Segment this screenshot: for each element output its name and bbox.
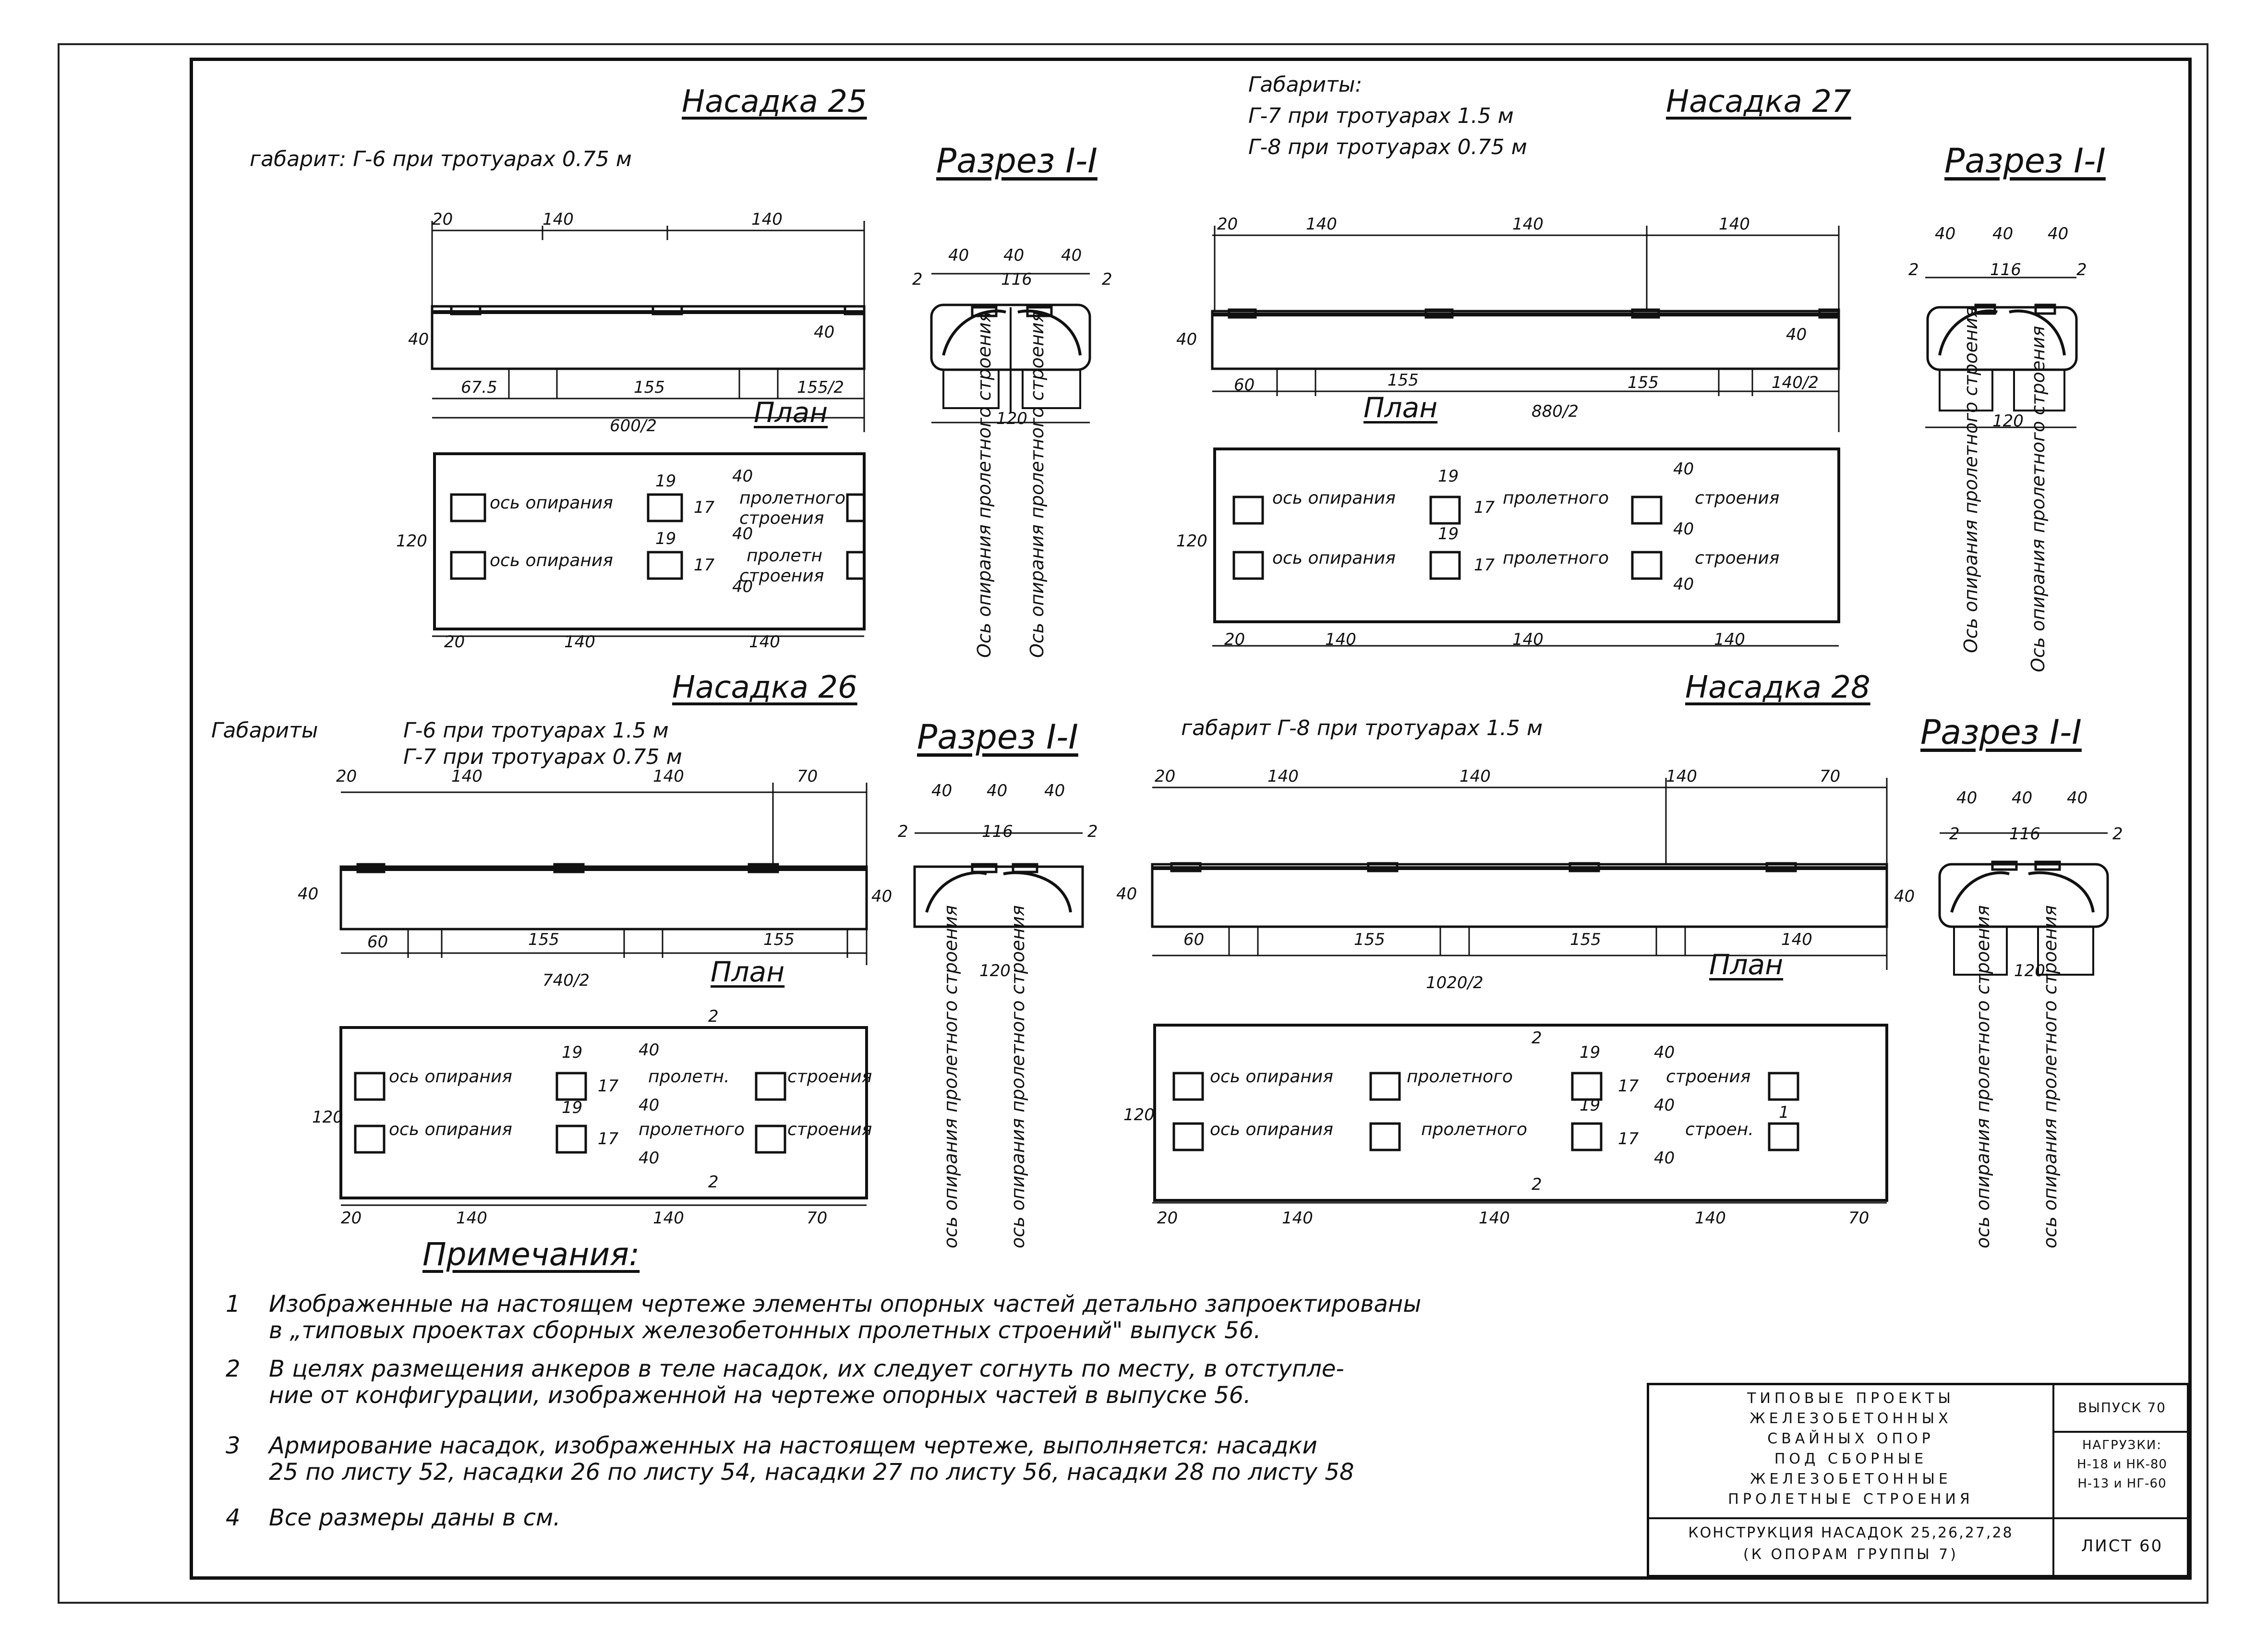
cap25-dim-bottom-3: 155/2 bbox=[797, 378, 844, 397]
cap25-plan-small-1: 19 bbox=[655, 472, 676, 491]
cap27-dim-top-3: 140 bbox=[1512, 215, 1544, 234]
section-c-edge-l: 2 bbox=[898, 822, 908, 841]
section-d-dim-1: 40 bbox=[1956, 788, 1978, 808]
cap27-row2-span: пролетного bbox=[1503, 548, 1609, 568]
stamp-line-6: ПРОЛЕТНЫЕ СТРОЕНИЯ bbox=[1728, 1491, 1974, 1508]
section-d-dim-3: 40 bbox=[2067, 788, 2088, 808]
title-block-divider-h bbox=[1649, 1517, 2189, 1519]
stamp-line-4: ПОД СБОРНЫЕ bbox=[1774, 1451, 1928, 1467]
cap27-gabarit-1: Г-7 при тротуарах 1.5 м bbox=[1248, 104, 1514, 128]
title-block bbox=[1647, 1383, 2189, 1577]
section-a-dim-2: 40 bbox=[1003, 246, 1025, 265]
cap26-height: 40 bbox=[298, 884, 319, 904]
cap26-plan-label: План bbox=[711, 956, 785, 988]
cap25-height-right: 40 bbox=[814, 323, 835, 342]
section-d-mid: 116 bbox=[2009, 824, 2040, 844]
cap27-plan-small-6: 40 bbox=[1673, 520, 1694, 539]
cap27-plan-width: 120 bbox=[1176, 532, 1207, 551]
cap28-plan-small-4: 17 bbox=[1618, 1129, 1639, 1149]
cap28-title: Насадка 28 bbox=[1685, 670, 1870, 705]
note-1-line-1: Изображенные на настоящем чертеже элементы опорных частей детально запроектированы bbox=[269, 1291, 1422, 1318]
cap27-total: 880/2 bbox=[1532, 402, 1579, 421]
stamp-loads-1: Н-18 и НК-80 bbox=[2077, 1457, 2167, 1472]
section-d-axis-2: ось опирания пролетного строения bbox=[2039, 905, 2061, 1248]
section-b-axis-2: Ось опирания пролетного строения bbox=[2027, 326, 2049, 672]
section-b-dim-1: 40 bbox=[1935, 224, 1956, 243]
note-2-number: 2 bbox=[226, 1355, 241, 1382]
cap26-dim-top-4: 70 bbox=[797, 767, 818, 786]
section-c-bottom: 120 bbox=[979, 961, 1011, 980]
cap28-row2-struct: строен. bbox=[1685, 1120, 1754, 1139]
cap28-plan-dim-1: 20 bbox=[1157, 1209, 1178, 1228]
cap25-plan-width: 120 bbox=[396, 532, 427, 551]
note-1-number: 1 bbox=[226, 1291, 241, 1318]
cap27-dim-bottom-2: 155 bbox=[1387, 371, 1419, 390]
cap27-height-right: 40 bbox=[1786, 325, 1807, 344]
cap26-row2-span: пролетного bbox=[639, 1120, 745, 1139]
cap28-dim-top-3: 140 bbox=[1460, 767, 1491, 786]
cap28-row1-span: пролетного bbox=[1407, 1067, 1513, 1087]
section-a-axis-1: Ось опирания пролетного строения bbox=[974, 311, 995, 658]
cap28-plan-small-1: 19 bbox=[1580, 1043, 1601, 1062]
cap25-plan-small-2: 19 bbox=[655, 529, 676, 548]
cap27-row2-axis: ось опирания bbox=[1272, 548, 1396, 568]
cap28-plan-small-6: 40 bbox=[1654, 1096, 1675, 1115]
cap25-plan-small-6: 40 bbox=[732, 524, 753, 544]
section-b bbox=[1925, 278, 2076, 431]
cap27-row1-struct: строения bbox=[1695, 488, 1780, 508]
cap26-dim-top-3: 140 bbox=[653, 767, 684, 786]
cap28-height-right: 40 bbox=[1894, 887, 1915, 906]
cap26-dim-top-2: 140 bbox=[451, 767, 483, 786]
cap26-title: Насадка 26 bbox=[672, 670, 857, 705]
cap26-plan-small-7: 40 bbox=[639, 1149, 660, 1168]
section-a-axis-2: Ось опирания пролетного строения bbox=[1026, 311, 1048, 658]
section-d-edge-l: 2 bbox=[1949, 824, 1960, 844]
stamp-line-5: ЖЕЛЕЗОБЕТОННЫЕ bbox=[1750, 1471, 1952, 1488]
cap26-plan-width: 120 bbox=[312, 1108, 343, 1127]
stamp-line-1: ТИПОВЫЕ ПРОЕКТЫ bbox=[1747, 1390, 1954, 1407]
cap27-dim-bottom-3: 155 bbox=[1628, 373, 1659, 392]
cap26-plan-dim-2: 140 bbox=[456, 1209, 487, 1228]
section-a-edge-r: 2 bbox=[1102, 270, 1112, 289]
section-d bbox=[1940, 833, 2108, 975]
stamp-bottom-1: КОНСТРУКЦИЯ НАСАДОК 25,26,27,28 bbox=[1688, 1524, 2014, 1541]
section-c-mid: 116 bbox=[982, 822, 1013, 841]
title-block-divider-v bbox=[2052, 1385, 2054, 1577]
section-d-axis-1: ось опирания пролетного строения bbox=[1972, 905, 1993, 1248]
cap27-plan-small-2: 19 bbox=[1438, 524, 1459, 544]
section-c-title: Разрез I-I bbox=[917, 717, 1078, 757]
cap28-row1-axis: ось опирания bbox=[1210, 1067, 1333, 1087]
cap27-plan-small-1: 19 bbox=[1438, 467, 1459, 486]
cap28-plan-dim-3: 140 bbox=[1479, 1209, 1510, 1228]
note-2-line-1: В целях размещения анкеров в теле насадок, их следует согнуть по месту, в отступле- bbox=[269, 1355, 1344, 1382]
cap25-plan-dim-3: 140 bbox=[749, 632, 780, 652]
cap26-row1-struct: строения bbox=[787, 1067, 872, 1087]
cap26-plan-small-6: 40 bbox=[639, 1096, 660, 1115]
section-c-dim-3: 40 bbox=[1044, 781, 1065, 800]
cap27-dim-bottom-4: 140/2 bbox=[1772, 373, 1819, 392]
cap26-gabarit-1: Г-6 при тротуарах 1.5 м bbox=[403, 718, 669, 743]
notes-heading: Примечания: bbox=[422, 1236, 640, 1273]
cap25-row1-span: пролетного bbox=[739, 488, 846, 508]
cap28-row1-struct: строения bbox=[1666, 1067, 1751, 1087]
cap25-dim-top-3: 140 bbox=[751, 210, 783, 229]
cap27-height: 40 bbox=[1176, 330, 1197, 349]
note-3-line-2: 25 по листу 52, насадки 26 по листу 54, насадки 27 по листу 56, насадки 28 по листу 58 bbox=[269, 1459, 1354, 1486]
cap26-plan-small-2: 19 bbox=[562, 1098, 583, 1117]
cap25-dim-bottom-1: 67.5 bbox=[461, 378, 497, 397]
cap28-dim-top-1: 20 bbox=[1155, 767, 1176, 786]
cap28-plan-small-3: 17 bbox=[1618, 1077, 1639, 1096]
cap28-plan bbox=[1152, 1025, 1887, 1203]
cap28-plan-small-7: 40 bbox=[1654, 1149, 1675, 1168]
cap25-plan-small-7: 40 bbox=[732, 577, 753, 596]
cap26-row1-span: пролетн. bbox=[648, 1067, 730, 1087]
cap25-gabarit: габарит: Г-6 при тротуарах 0.75 м bbox=[250, 147, 632, 171]
note-4-number: 4 bbox=[226, 1504, 241, 1531]
section-b-edge-l: 2 bbox=[1908, 260, 1919, 279]
stamp-sheet: ЛИСТ 60 bbox=[2081, 1536, 2163, 1556]
note-3-line-1: Армирование насадок, изображенных на настоящем чертеже, выполняется: насадки bbox=[269, 1432, 1317, 1459]
cap26-plan-dim-3: 140 bbox=[653, 1209, 684, 1228]
cap25-plan-small-5: 40 bbox=[732, 467, 753, 486]
stamp-bottom-2: (К ОПОРАМ ГРУППЫ 7) bbox=[1743, 1546, 1958, 1563]
stamp-line-2: ЖЕЛЕЗОБЕТОННЫХ bbox=[1749, 1410, 1952, 1427]
cap27-plan-dim-4: 140 bbox=[1714, 630, 1745, 649]
section-a-bottom: 120 bbox=[996, 409, 1027, 428]
cap27-dim-bottom-1: 60 bbox=[1234, 375, 1255, 395]
cap26-row2-struct: строения bbox=[787, 1120, 872, 1139]
cap28-dim-top-5: 70 bbox=[1820, 767, 1841, 786]
stamp-loads-heading: НАГРУЗКИ: bbox=[2082, 1438, 2162, 1452]
cap28-dim-bottom-2: 155 bbox=[1354, 930, 1385, 949]
note-4-text: Все размеры даны в см. bbox=[269, 1504, 561, 1531]
stamp-loads-2: Н-13 и НГ-60 bbox=[2077, 1476, 2167, 1491]
section-b-edge-r: 2 bbox=[2076, 260, 2087, 279]
cap27-plan-small-3: 17 bbox=[1474, 498, 1495, 517]
cap25-dim-top-1: 20 bbox=[432, 210, 453, 229]
cap25-height: 40 bbox=[408, 330, 429, 349]
cap28-dim-bottom-4: 140 bbox=[1781, 930, 1812, 949]
section-b-bottom: 120 bbox=[1992, 411, 2024, 431]
cap27-dim-top-2: 140 bbox=[1306, 215, 1337, 234]
cap27-row1-axis: ось опирания bbox=[1272, 488, 1396, 508]
cap26-plan-dim-4: 70 bbox=[807, 1209, 828, 1228]
cap27-row2-struct: строения bbox=[1695, 548, 1780, 568]
cap26-dim-top-1: 20 bbox=[336, 767, 357, 786]
cap26-row1-axis: ось опирания bbox=[389, 1067, 512, 1087]
cap28-row2-span: пролетного bbox=[1421, 1120, 1528, 1139]
cap27-dim-top-1: 20 bbox=[1217, 215, 1238, 234]
cap25-dim-bottom-2: 155 bbox=[634, 378, 665, 397]
cap27-title: Насадка 27 bbox=[1666, 84, 1851, 120]
section-b-axis-1: Ось опирания пролетного строения bbox=[1960, 306, 1981, 653]
cap25-row2-span: пролетн bbox=[747, 546, 823, 566]
cap26-plan-small-1: 19 bbox=[562, 1043, 583, 1062]
cap27-dim-top-4: 140 bbox=[1719, 215, 1750, 234]
cap28-plan-small-10: 1 bbox=[1779, 1103, 1789, 1122]
cap28-dim-bottom-1: 60 bbox=[1183, 930, 1205, 949]
cap28-plan-dim-4: 140 bbox=[1695, 1209, 1726, 1228]
stamp-issue: ВЫПУСК 70 bbox=[2078, 1400, 2166, 1415]
cap28-plan-width: 120 bbox=[1123, 1105, 1155, 1125]
cap27-elevation bbox=[1212, 226, 1839, 432]
cap28-plan-small-2: 19 bbox=[1580, 1096, 1601, 1115]
cap27-plan-dim-1: 20 bbox=[1224, 630, 1245, 649]
cap26-gabarit-2: Г-7 при тротуарах 0.75 м bbox=[403, 745, 682, 769]
cap25-row1-struct: строения bbox=[739, 508, 824, 528]
section-a-dim-1: 40 bbox=[948, 246, 969, 265]
cap25-total: 600/2 bbox=[610, 416, 657, 435]
cap26-plan-small-8: 2 bbox=[708, 1007, 719, 1026]
cap26-plan-small-9: 2 bbox=[708, 1173, 719, 1192]
section-d-bottom: 120 bbox=[2014, 961, 2045, 980]
cap26-height-right: 40 bbox=[871, 887, 893, 906]
cap28-plan-label: План bbox=[1709, 948, 1784, 981]
section-a-mid: 116 bbox=[1001, 270, 1032, 289]
section-a-edge-l: 2 bbox=[912, 270, 923, 289]
cap25-plan-dim-2: 140 bbox=[564, 632, 595, 652]
cap26-gabarit-head: Габариты bbox=[211, 718, 318, 743]
cap25-plan-small-4: 17 bbox=[694, 556, 715, 575]
cap28-plan-small-9: 2 bbox=[1532, 1175, 1542, 1194]
cap26-row2-axis: ось опирания bbox=[389, 1120, 512, 1139]
title-block-divider-issue bbox=[2052, 1431, 2189, 1433]
cap27-plan-small-4: 17 bbox=[1474, 556, 1495, 575]
section-b-dim-3: 40 bbox=[2048, 224, 2069, 243]
cap27-gabarit-2: Г-8 при тротуарах 0.75 м bbox=[1248, 135, 1527, 159]
cap28-row2-axis: ось опирания bbox=[1210, 1120, 1333, 1139]
cap26-plan-small-3: 17 bbox=[598, 1077, 619, 1096]
cap25-title: Насадка 25 bbox=[682, 84, 867, 120]
cap25-dim-top-2: 140 bbox=[543, 210, 574, 229]
cap28-dim-top-2: 140 bbox=[1267, 767, 1299, 786]
cap28-total: 1020/2 bbox=[1426, 973, 1484, 992]
section-c-axis-1: ось опирания пролетного строения bbox=[940, 905, 961, 1248]
cap25-row2-axis: ось опирания bbox=[490, 551, 613, 570]
section-d-dim-2: 40 bbox=[2012, 788, 2033, 808]
cap28-plan-dim-5: 70 bbox=[1848, 1209, 1870, 1228]
cap28-plan-small-5: 40 bbox=[1654, 1043, 1675, 1062]
cap26-dim-bottom-2: 155 bbox=[528, 930, 559, 949]
cap26-plan bbox=[341, 1028, 867, 1205]
cap28-plan-dim-2: 140 bbox=[1282, 1209, 1313, 1228]
cap26-plan-dim-1: 20 bbox=[341, 1209, 362, 1228]
cap25-plan bbox=[432, 454, 864, 636]
note-1-line-2: в „типовых проектах сборных железобетонных пролетных строений" выпуск 56. bbox=[269, 1317, 1261, 1344]
cap28-dim-top-4: 140 bbox=[1666, 767, 1697, 786]
section-c-edge-r: 2 bbox=[1087, 822, 1098, 841]
cap26-plan-small-4: 17 bbox=[598, 1129, 619, 1149]
cap25-plan-label: План bbox=[754, 396, 828, 429]
cap26-plan-small-5: 40 bbox=[639, 1040, 660, 1060]
section-d-edge-r: 2 bbox=[2112, 824, 2123, 844]
cap28-elevation bbox=[1152, 778, 1887, 970]
cap26-total: 740/2 bbox=[543, 971, 590, 990]
section-d-title: Разрез I-I bbox=[1920, 713, 2082, 752]
stamp-line-3: СВАЙНЫХ ОПОР bbox=[1767, 1430, 1934, 1447]
cap28-height: 40 bbox=[1116, 884, 1137, 904]
section-c-dim-1: 40 bbox=[931, 781, 953, 800]
cap26-dim-bottom-3: 155 bbox=[763, 930, 795, 949]
cap27-plan-dim-2: 140 bbox=[1325, 630, 1356, 649]
section-c-axis-2: ось опирания пролетного строения bbox=[1007, 905, 1028, 1248]
section-a-dim-3: 40 bbox=[1061, 246, 1082, 265]
cap25-plan-small-3: 17 bbox=[694, 498, 715, 517]
section-a-title: Разрез I-I bbox=[936, 141, 1098, 181]
cap28-dim-bottom-3: 155 bbox=[1570, 930, 1601, 949]
note-2-line-2: ние от конфигурации, изображенной на чертеже опорных частей в выпуске 56. bbox=[269, 1382, 1251, 1409]
cap25-row1-axis: ось опирания bbox=[490, 493, 613, 513]
cap28-gabarit: габарит Г-8 при тротуарах 1.5 м bbox=[1181, 716, 1543, 740]
cap27-plan-label: План bbox=[1363, 391, 1438, 424]
section-b-mid: 116 bbox=[1990, 260, 2021, 279]
cap27-plan bbox=[1212, 449, 1839, 649]
cap28-plan-small-8: 2 bbox=[1532, 1028, 1542, 1048]
cap27-plan-small-7: 40 bbox=[1673, 575, 1694, 594]
section-b-dim-2: 40 bbox=[1992, 224, 2014, 243]
cap27-plan-dim-3: 140 bbox=[1512, 630, 1544, 649]
cap25-row2-struct: строения bbox=[739, 566, 824, 586]
section-a bbox=[931, 274, 1090, 423]
cap27-gabarit-head: Габариты: bbox=[1248, 73, 1363, 97]
cap27-plan-small-5: 40 bbox=[1673, 460, 1694, 479]
cap27-row1-span: пролетного bbox=[1503, 488, 1609, 508]
section-c-dim-2: 40 bbox=[987, 781, 1008, 800]
cap25-plan-dim-1: 20 bbox=[444, 632, 465, 652]
section-b-title: Разрез I-I bbox=[1944, 141, 2106, 181]
note-3-number: 3 bbox=[226, 1432, 241, 1459]
cap26-dim-bottom-1: 60 bbox=[367, 932, 388, 952]
